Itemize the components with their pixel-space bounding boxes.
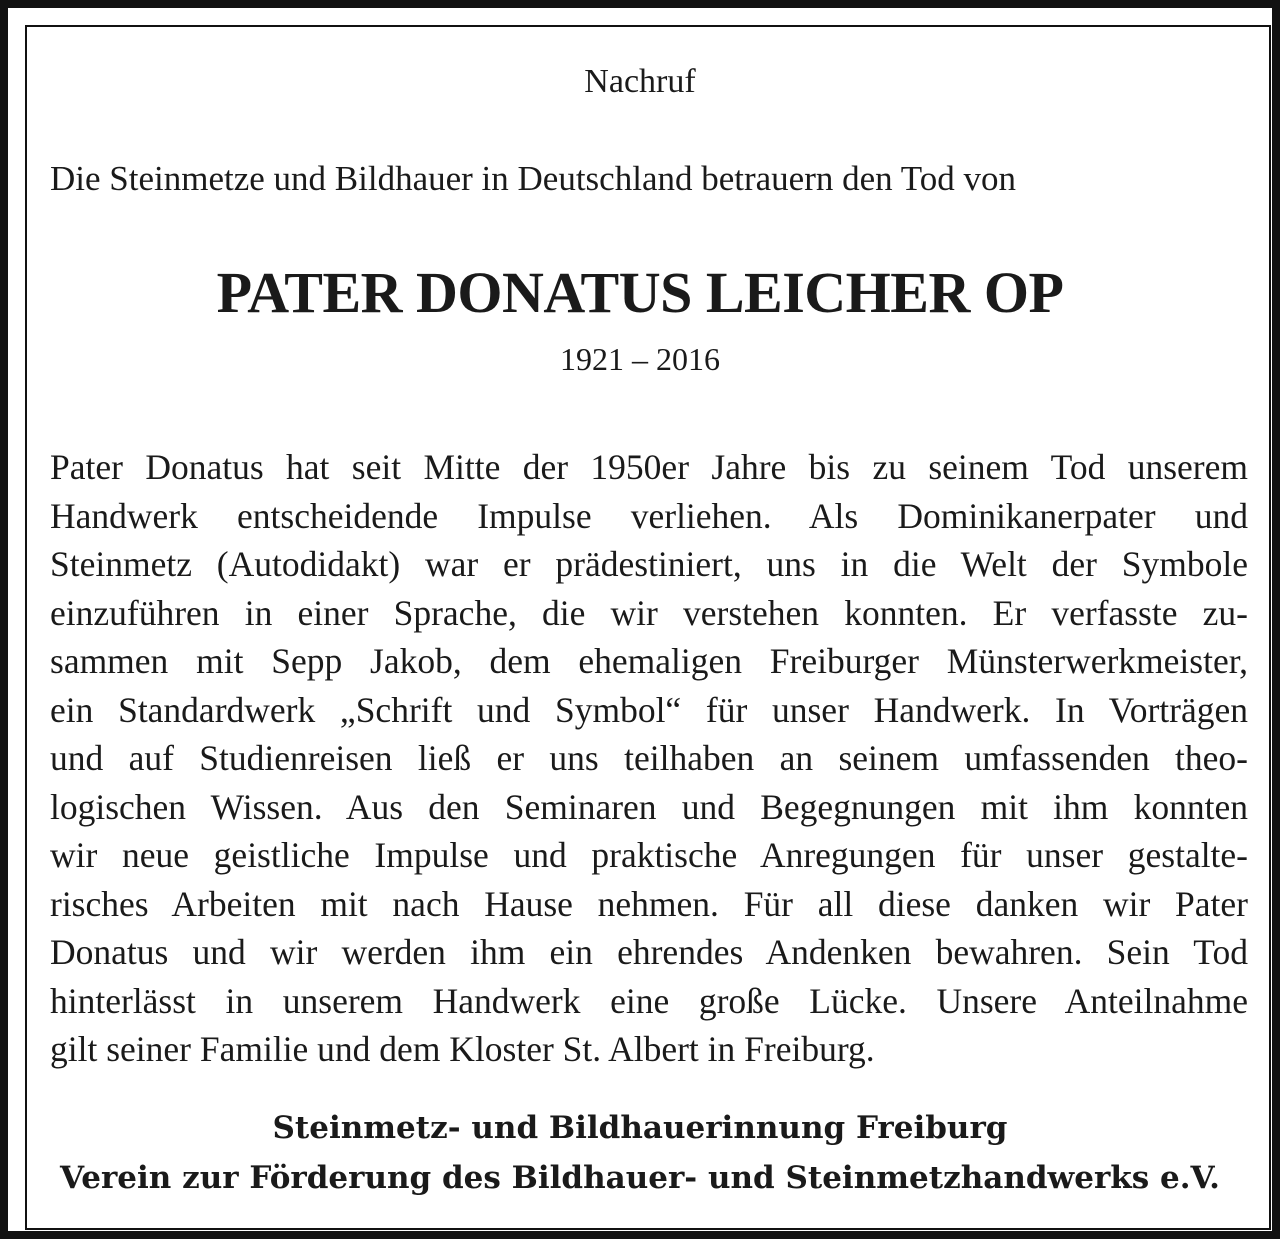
body-line: risches Arbeiten mit nach Hause nehmen. Für all diese danken wir Pater bbox=[50, 883, 1248, 924]
signatory-association: Verein zur Förderung des Bildhauer- und Steinmetzhandwerks e.V. bbox=[60, 1160, 1220, 1196]
body-line: wir neue geistliche Impulse und praktische Anregungen für unser gestalte- bbox=[50, 835, 1248, 875]
body-line: Steinmetz (Autodidakt) war er prädestiniert, uns in die Welt der Symbole bbox=[50, 544, 1248, 584]
obituary-body bbox=[50, 443, 1248, 1074]
life-dates: 1921 – 2016 bbox=[560, 341, 720, 377]
body-line: Handwerk entscheidende Impulse verliehen. Als Dominikanerpater und bbox=[50, 495, 1248, 536]
body-line: sammen mit Sepp Jakob, dem ehemaligen Freiburger Münsterwerkmeister, bbox=[50, 641, 1248, 681]
body-line: Pater Donatus hat seit Mitte der 1950er Jahre bis zu seinem Tod unserem bbox=[50, 447, 1248, 487]
body-line: ein Standardwerk „Schrift und Symbol“ für unser Handwerk. In Vorträgen bbox=[50, 689, 1248, 730]
body-line: einzuführen in einer Sprache, die wir verstehen konnten. Er verfasste zu- bbox=[50, 592, 1248, 633]
body-line: hinterlässt in unserem Handwerk eine große Lücke. Unsere Anteilnahme bbox=[50, 980, 1248, 1021]
intro-text: Die Steinmetze und Bildhauer in Deutschland betrauern den Tod von bbox=[50, 159, 1016, 198]
signatory-guild: Steinmetz- und Bildhauerinnung Freiburg bbox=[272, 1110, 1008, 1146]
notice-label: Nachruf bbox=[584, 63, 696, 100]
deceased-name: PATER DONATUS LEICHER OP bbox=[216, 260, 1064, 325]
body-line: Donatus und wir werden ihm ein ehrendes Andenken bewahren. Sein Tod bbox=[50, 932, 1248, 972]
body-line: logischen Wissen. Aus den Seminaren und Begegnungen mit ihm konnten bbox=[50, 786, 1248, 827]
body-line: und auf Studienreisen ließ er uns teilhaben an seinem umfassenden theo- bbox=[50, 738, 1248, 778]
body-line: gilt seiner Familie und dem Kloster St. Albert in Freiburg. bbox=[50, 1029, 875, 1069]
